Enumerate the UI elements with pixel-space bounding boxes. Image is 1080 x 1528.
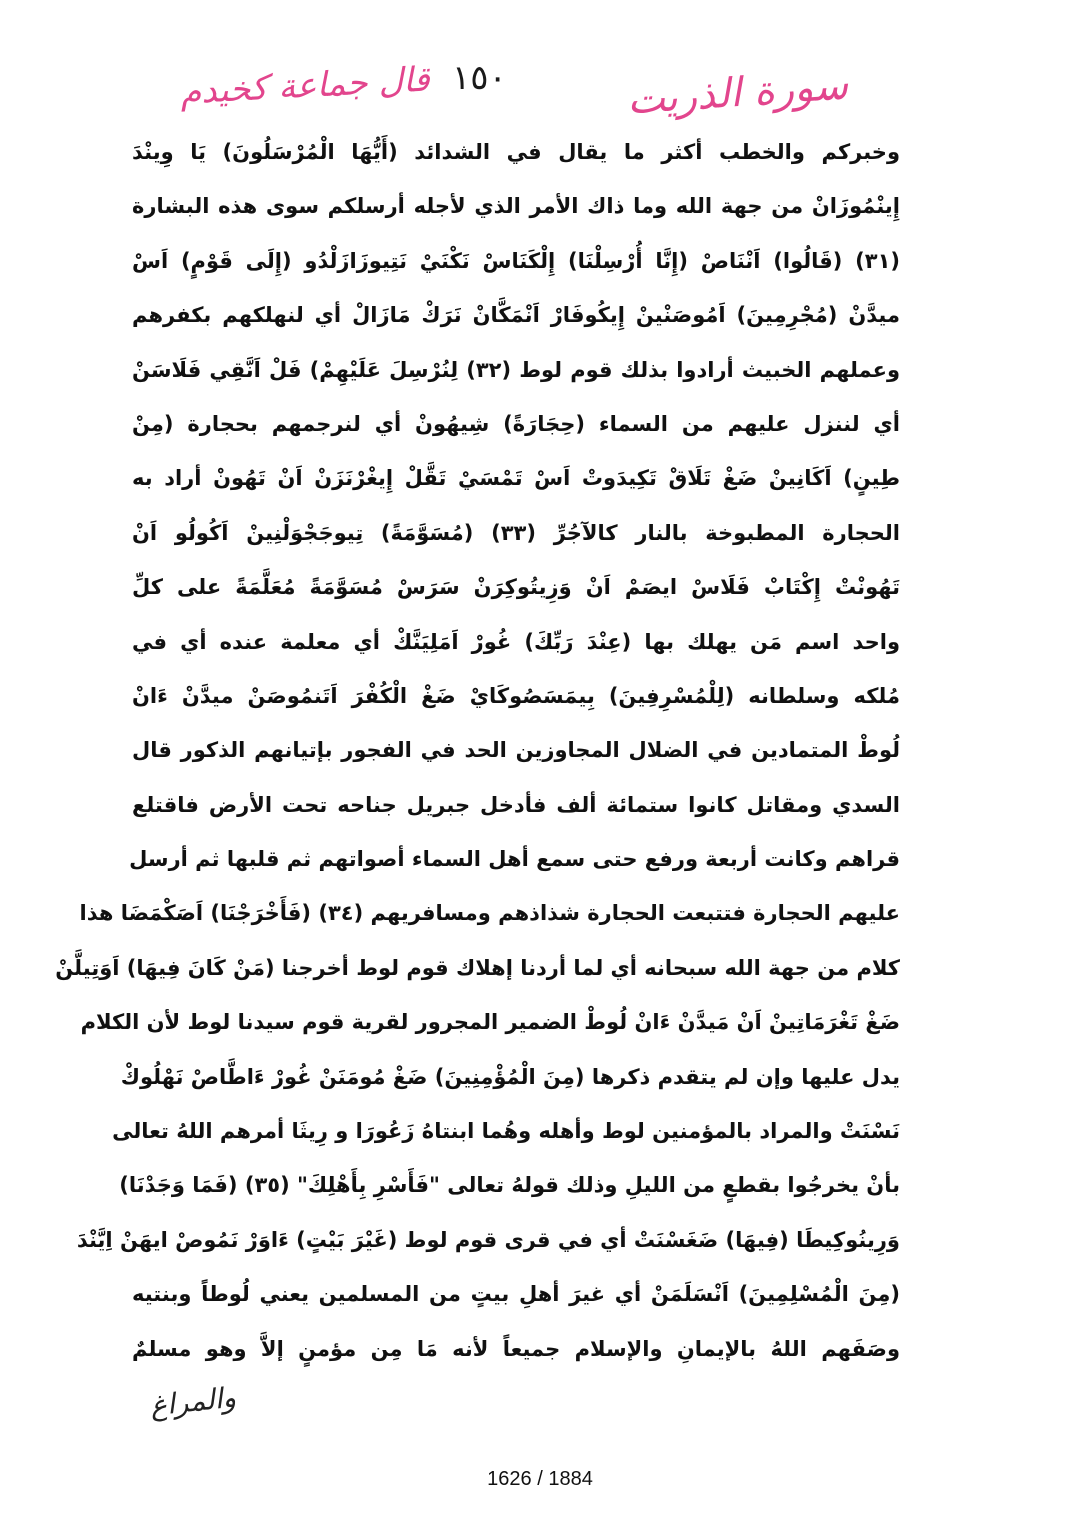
text-line: لُوطْ المتمادين في الضلال المجاوزين الحد في الفجور بإتيانهم الذكور قال [132, 738, 900, 763]
text-line: (مِنَ الْمُسْلِمِينَ) اَنْسَلَمَنْ أي غيرَ أهلِ بيتٍ من المسلمين يعني لُوطاً وبنتيه [132, 1282, 900, 1307]
text-line: قراهم وكانت أربعة ورفع حتى سمع أهل السماء أصواتهم ثم قلبها ثم أرسل [129, 847, 900, 872]
handwritten-annotation: قال جماعة كخيدم [179, 59, 431, 113]
page-header [0, 48, 1080, 128]
text-line: الحجارة المطبوخة بالنار كالآجُرِّ (٣٣) (مُسَوَّمَةً) تِيوجَجْوَلْنِينْ اَكُولُو اَنْ [132, 520, 900, 545]
text-line: كلام من جهة الله سبحانه أي لما أردنا إهلاك قوم لوط أخرجنا (مَنْ كَانَ فِيهَا) اَوَتِيلَّنْ [55, 955, 900, 980]
text-line: نَسْنَتْ والمراد بالمؤمنين لوط وأهله وهُما ابنتاهُ زَعُورَا و رِيثَا أمرهم اللهُ تعالى [112, 1119, 900, 1144]
page-counter: 1626 / 1884 [487, 1468, 593, 1490]
handwritten-footnote: والمراغ [148, 1380, 238, 1423]
text-line: إِينْمُوزَانْ من جهة الله وما ذاك الأمر الذي لأجله أرسلكم سوى هذه البشارة [132, 194, 900, 219]
text-line: وصَفَهم اللهُ بالإيمانِ والإسلام جميعاً لأنه مَا مِن مؤمنٍ إلاَّ وهو مسلمٌ [132, 1336, 900, 1361]
text-line: السدي ومقاتل كانوا ستمائة ألف فأدخل جبريل جناحه تحت الأرض فاقتلع [132, 792, 900, 817]
text-line: وخبركم والخطب أكثر ما يقال في الشدائد (أَيُّهَا الْمُرْسَلُونَ) يَا وِينْدَ [132, 140, 900, 164]
text-line: بأنْ يخرجُوا بقطعٍ من الليلِ وذلك قولهُ تعالى "فَأَسْرِ بِأَهْلِكَ" (٣٥) (فَمَا وَجَدْنَا) [119, 1173, 900, 1198]
text-line: عليهم الحجارة فتتبعت الحجارة شذاذهم ومسافريهم (٣٤) (فَأَخْرَجْنَا) اَصَكْمَضَا هذا [79, 901, 900, 926]
text-line: (٣١) (قَالُوا) اَنْنَاصْ (إِنَّا أُرْسِلْنَا) إِلْكَنَاسْ نَكْنَيْ نَتِيوزَازَلْدُو (إِلَى قَوْمٍ) اَسْ [132, 248, 900, 273]
text-line: ضَغْ تَغْرَمَاتِينْ اَنْ مَيدَّنْ ءَانْ لُوطْ الضمير المجرور لقرية قوم سيدنا لوط لأن الكلام [80, 1010, 900, 1035]
body-text [55, 125, 900, 1376]
text-line: أي لننزل عليهم من السماء (حِجَارَةً) شِيهُونْ أي لنرجمهم بحجارة (مِنْ [132, 411, 900, 436]
text-line: وَرِينُوكِيطَا (فِيهَا) ضَغَسْنَتْ أي في قرى قوم لوط (غَيْرَ بَيْتٍ) ءَاوَرْ نَمُوصْ ايهَنْ اِيَّنْدَ [76, 1227, 900, 1252]
text-line: واحد اسم مَن يهلك بها (عِنْدَ رَبِّكَ) غُورْ اَمَلِيَنَّكْ أي معلمة عنده أي في [132, 629, 900, 654]
text-line: مُلكه وسلطانه (لِلْمُسْرِفِينَ) بِيمَسَصُوكَايْ ضَغْ الْكُفْرَ اَتَنمُوصَنْ ميدَّنْ ءَانْ [132, 683, 900, 708]
text-line: ميدَّنْ (مُجْرِمِينَ) اَمُوصَنْينْ إِيكُوفَارْ اَنْمَكَّانْ نَرَكْ مَازَالْ أي لنهلكهم بكفرهم [132, 303, 900, 328]
text-line: وعملهم الخبيث أرادوا بذلك قوم لوط (٣٢) لِنُرْسِلَ عَلَيْهِمْ) فَلْ اَنَّقِي فَلَاسَنْ [132, 357, 900, 382]
page-number: ١٥٠ [452, 58, 507, 98]
text-line: يدل عليها وإن لم يتقدم ذكرها (مِنَ الْمُؤْمِنِينَ) ضَغْ مُومَنَنْ غُورْ ءَاطَّاصْ نَهْلُوكْ [120, 1064, 900, 1089]
text-line: طِينٍ) اَكَانِينْ ضَغْ تَلَاقْ تَكِيدَوتْ اَسْ تَمْسَيْ تَقَّلْ إِيغْرْنَزَنْ اَنْ تَهُونْ أراد به [132, 466, 900, 491]
text-line: تَهُونْتْ إِكْتَابْ فَلَاسْ ايصَمْ اَنْ وَزِيتُوكِرَنْ سَرَسْ مُسَوَّمَةً مُعَلَّمَةً على كلِّ [132, 575, 900, 600]
surah-title: سورة الذريت [625, 62, 850, 124]
